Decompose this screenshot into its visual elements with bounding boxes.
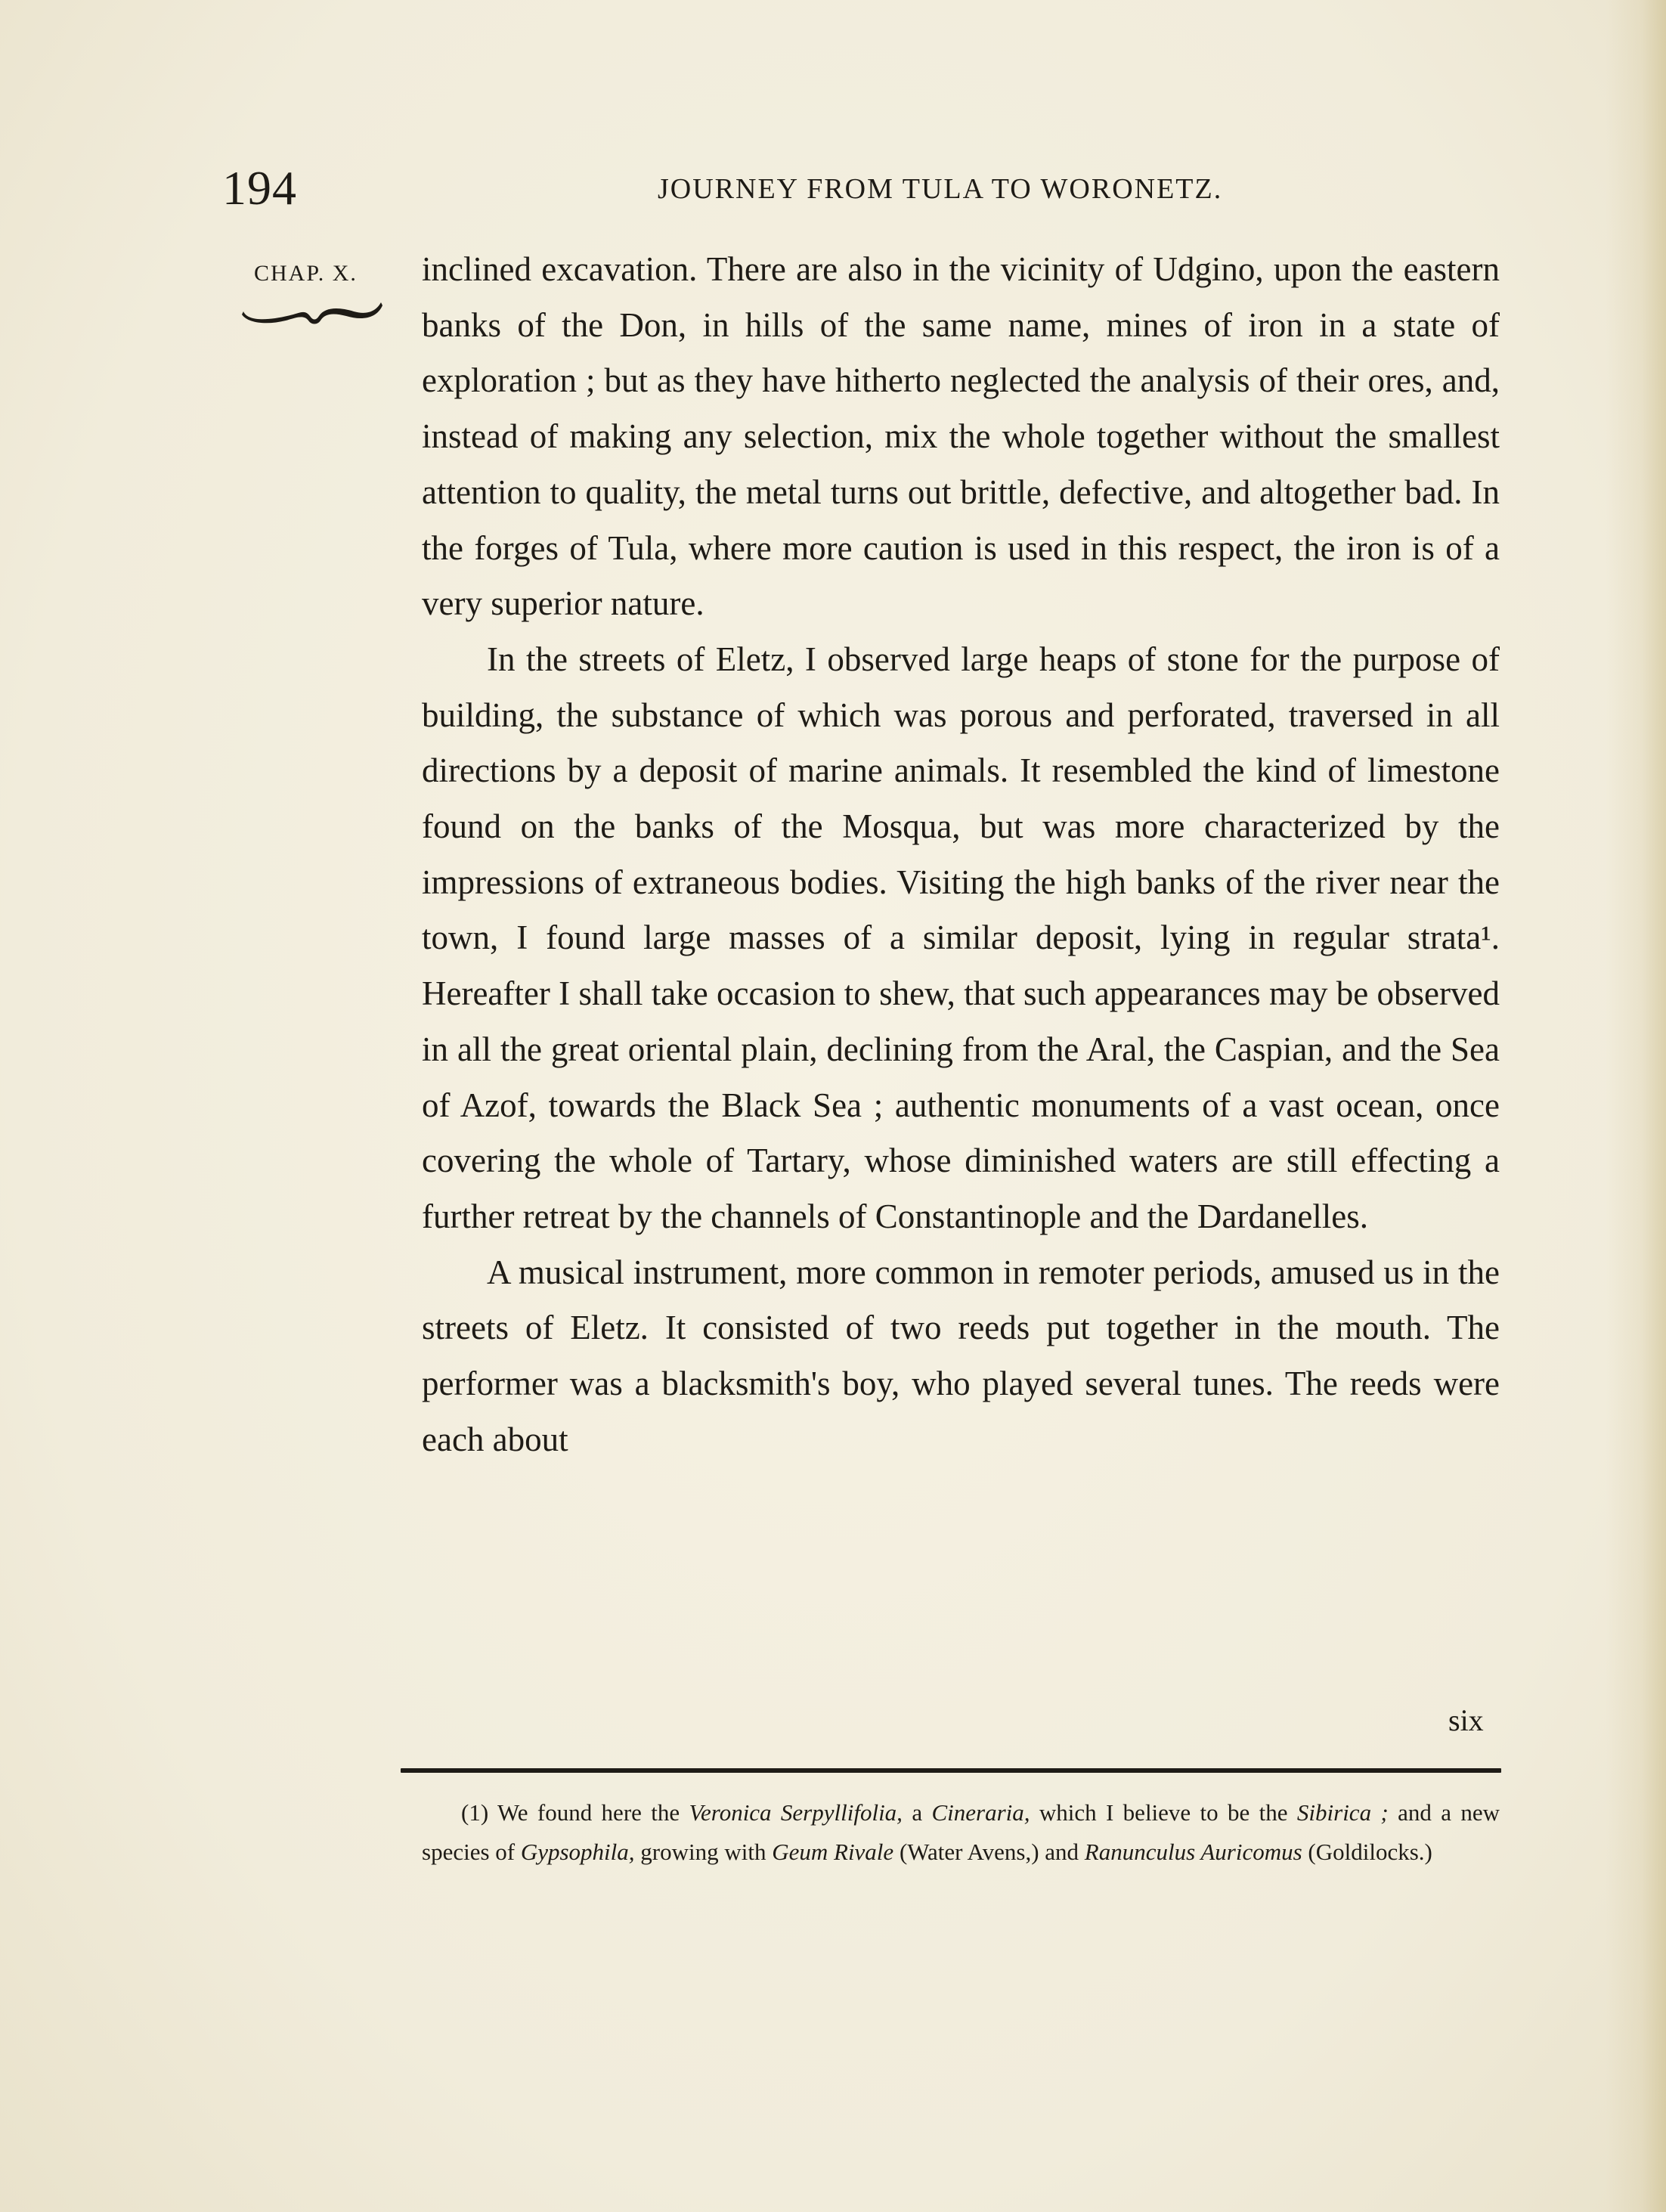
footnote-species-name: Sibirica ; — [1296, 1799, 1389, 1826]
footnote-divider — [401, 1768, 1501, 1773]
paragraph: In the streets of Eletz, I observed large heaps of stone for the purpose of building, the substance of which was porous and perforated, traversed in all directions by a deposit of marine animals. It resembled the kind of limestone found on the banks of the Mosqua, but was more characterized by the impressions of extraneous bodies. Visiting the high banks of the river near the town, I found large masses of a similar deposit, lying in regular strata¹. Hereafter I shall take occasion to shew, that such appearances may be observed in all the great oriental plain, declining from the Aral, the Caspian, and the Sea of Azof, towards the Black Sea ; authentic monuments of a vast ocean, once covering the whole of Tartary, whose diminished waters are still effecting a further retreat by the channels of Constantinople and the Dardanelles. — [422, 640, 1500, 1235]
footnote-text: We found here the — [497, 1799, 680, 1826]
chapter-label: CHAP. X. — [254, 261, 358, 286]
page-gutter-shadow — [1606, 0, 1666, 2212]
running-title: JOURNEY FROM TULA TO WORONETZ. — [658, 173, 1223, 205]
chapter-ornament-icon — [240, 296, 386, 327]
footnote-species-name: Gypsophila, — [520, 1839, 635, 1865]
footnote — [422, 1793, 1500, 1872]
footnote-text: (Water Avens,) and — [899, 1839, 1079, 1865]
footnote-text: and a new species of — [422, 1799, 1500, 1865]
footnote-species-name: Cineraria, — [931, 1799, 1030, 1826]
footnote-marker: (1) — [461, 1799, 489, 1826]
paragraph: inclined excavation. There are also in the vicinity of Udgino, upon the eastern banks of the Don, in hills of the same name, mines of iron in a state of exploration ; but as they have hitherto neglected the analysis of their ores, and, instead of making any selection, mix the whole together without the smallest attention to quality, the metal turns out brittle, defective, and altogether bad. In the forges of Tula, where more caution is used in this respect, the iron is of a very superior nature. — [422, 250, 1500, 623]
footnote-species-name: Veronica Serpyllifolia, — [689, 1799, 903, 1826]
footnote-text: growing with — [640, 1839, 766, 1865]
footnote-text: which I believe to be the — [1039, 1799, 1288, 1826]
footnote-species-name: Ranunculus Auricomus — [1084, 1839, 1302, 1865]
page-number: 194 — [222, 161, 297, 215]
footnote-text: (Goldilocks.) — [1308, 1839, 1432, 1865]
body-text — [422, 242, 1500, 1467]
catchword: six — [1448, 1703, 1484, 1737]
paragraph: A musical instrument, more common in remoter periods, amused us in the streets of Eletz. It consisted of two reeds put together in the mouth. The performer was a blacksmith's boy, who played several tunes. The reeds were each about — [422, 1253, 1500, 1458]
footnote-species-name: Geum Rivale — [772, 1839, 894, 1865]
footnote-text: a — [912, 1799, 923, 1826]
